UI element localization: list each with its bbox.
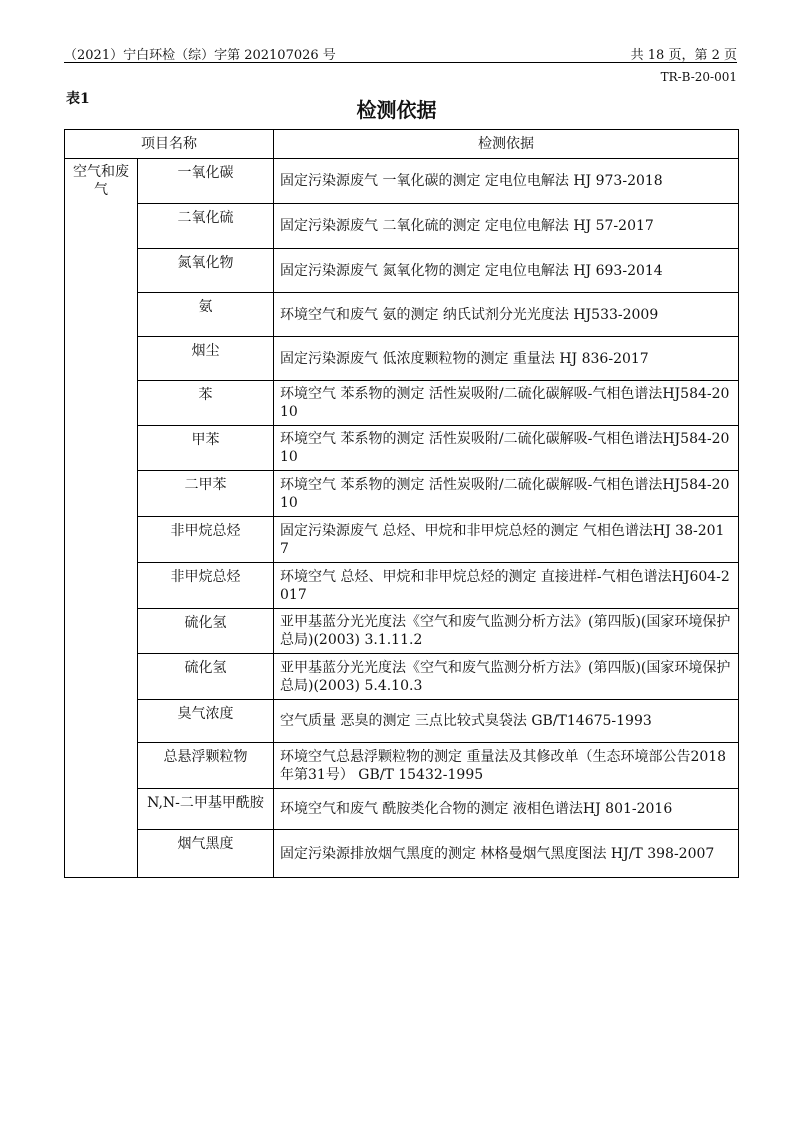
item-name-cell: 总悬浮颗粒物: [138, 743, 274, 789]
basis-table: [64, 129, 739, 878]
item-name-cell: 非甲烷总烃: [138, 563, 274, 609]
basis-cell: 环境空气 苯系物的测定 活性炭吸附/二硫化碳解吸-气相色谱法HJ584-2010: [274, 471, 739, 517]
item-name-cell: 烟气黑度: [138, 830, 274, 878]
table-label: 表1: [66, 91, 90, 107]
table-row: [65, 426, 739, 471]
category-cell: 空气和废气: [65, 159, 138, 878]
item-name-cell: 氨: [138, 293, 274, 337]
table-row: [65, 293, 739, 337]
header-divider: [64, 62, 737, 63]
basis-cell: 固定污染源废气 氮氧化物的测定 定电位电解法 HJ 693-2014: [274, 249, 739, 293]
item-name-cell: 硫化氢: [138, 654, 274, 700]
basis-cell: 固定污染源排放烟气黑度的测定 林格曼烟气黑度图法 HJ/T 398-2007: [274, 830, 739, 878]
basis-cell: 固定污染源废气 总烃、甲烷和非甲烷总烃的测定 气相色谱法HJ 38-2017: [274, 517, 739, 563]
page-title: 检测依据: [356, 98, 437, 122]
table-row: [65, 700, 739, 743]
item-name-cell: 二氧化硫: [138, 204, 274, 249]
basis-cell: 环境空气和废气 氨的测定 纳氏试剂分光光度法 HJ533-2009: [274, 293, 739, 337]
table-row: [65, 609, 739, 654]
item-name-cell: N,N-二甲基甲酰胺: [138, 789, 274, 830]
table-row: [65, 517, 739, 563]
item-name-cell: 二甲苯: [138, 471, 274, 517]
basis-cell: 环境空气 总烃、甲烷和非甲烷总烃的测定 直接进样-气相色谱法HJ604-2017: [274, 563, 739, 609]
basis-cell: 环境空气 苯系物的测定 活性炭吸附/二硫化碳解吸-气相色谱法HJ584-2010: [274, 426, 739, 471]
table-row: [65, 249, 739, 293]
basis-cell: 固定污染源废气 低浓度颗粒物的测定 重量法 HJ 836-2017: [274, 337, 739, 381]
table-row: [65, 789, 739, 830]
table-header-row: [65, 130, 739, 159]
item-name-cell: 甲苯: [138, 426, 274, 471]
item-name-cell: 苯: [138, 381, 274, 426]
item-name-cell: 硫化氢: [138, 609, 274, 654]
page-info: 共 18 页，第 2 页: [630, 48, 737, 63]
basis-cell: 固定污染源废气 二氧化硫的测定 定电位电解法 HJ 57-2017: [274, 204, 739, 249]
basis-cell: 环境空气和废气 酰胺类化合物的测定 液相色谱法HJ 801-2016: [274, 789, 739, 830]
basis-cell: 环境空气总悬浮颗粒物的测定 重量法及其修改单（生态环境部公告2018年第31号） GB/T 15432-1995: [274, 743, 739, 789]
table-row: [65, 159, 739, 204]
basis-cell: 亚甲基蓝分光光度法《空气和废气监测分析方法》(第四版)(国家环境保护总局)(2003) 5.4.10.3: [274, 654, 739, 700]
header-item-name: 项目名称: [65, 130, 274, 159]
table-row: [65, 337, 739, 381]
table-row: [65, 563, 739, 609]
item-name-cell: 烟尘: [138, 337, 274, 381]
item-name-cell: 氮氧化物: [138, 249, 274, 293]
basis-cell: 环境空气 苯系物的测定 活性炭吸附/二硫化碳解吸-气相色谱法HJ584-2010: [274, 381, 739, 426]
table-body: [65, 159, 739, 878]
item-name-cell: 臭气浓度: [138, 700, 274, 743]
table-row: [65, 654, 739, 700]
document-code: TR-B-20-001: [660, 70, 737, 84]
item-name-cell: 一氧化碳: [138, 159, 274, 204]
table-row: [65, 830, 739, 878]
table-row: [65, 471, 739, 517]
item-name-cell: 非甲烷总烃: [138, 517, 274, 563]
basis-cell: 空气质量 恶臭的测定 三点比较式臭袋法 GB/T14675-1993: [274, 700, 739, 743]
basis-cell: 亚甲基蓝分光光度法《空气和废气监测分析方法》(第四版)(国家环境保护总局)(2003) 3.1.11.2: [274, 609, 739, 654]
table-row: [65, 381, 739, 426]
basis-cell: 固定污染源废气 一氧化碳的测定 定电位电解法 HJ 973-2018: [274, 159, 739, 204]
report-number: （2021）宁白环检（综）字第 202107026 号: [64, 48, 336, 63]
table-row: [65, 743, 739, 789]
table-row: [65, 204, 739, 249]
header-basis: 检测依据: [274, 130, 739, 159]
